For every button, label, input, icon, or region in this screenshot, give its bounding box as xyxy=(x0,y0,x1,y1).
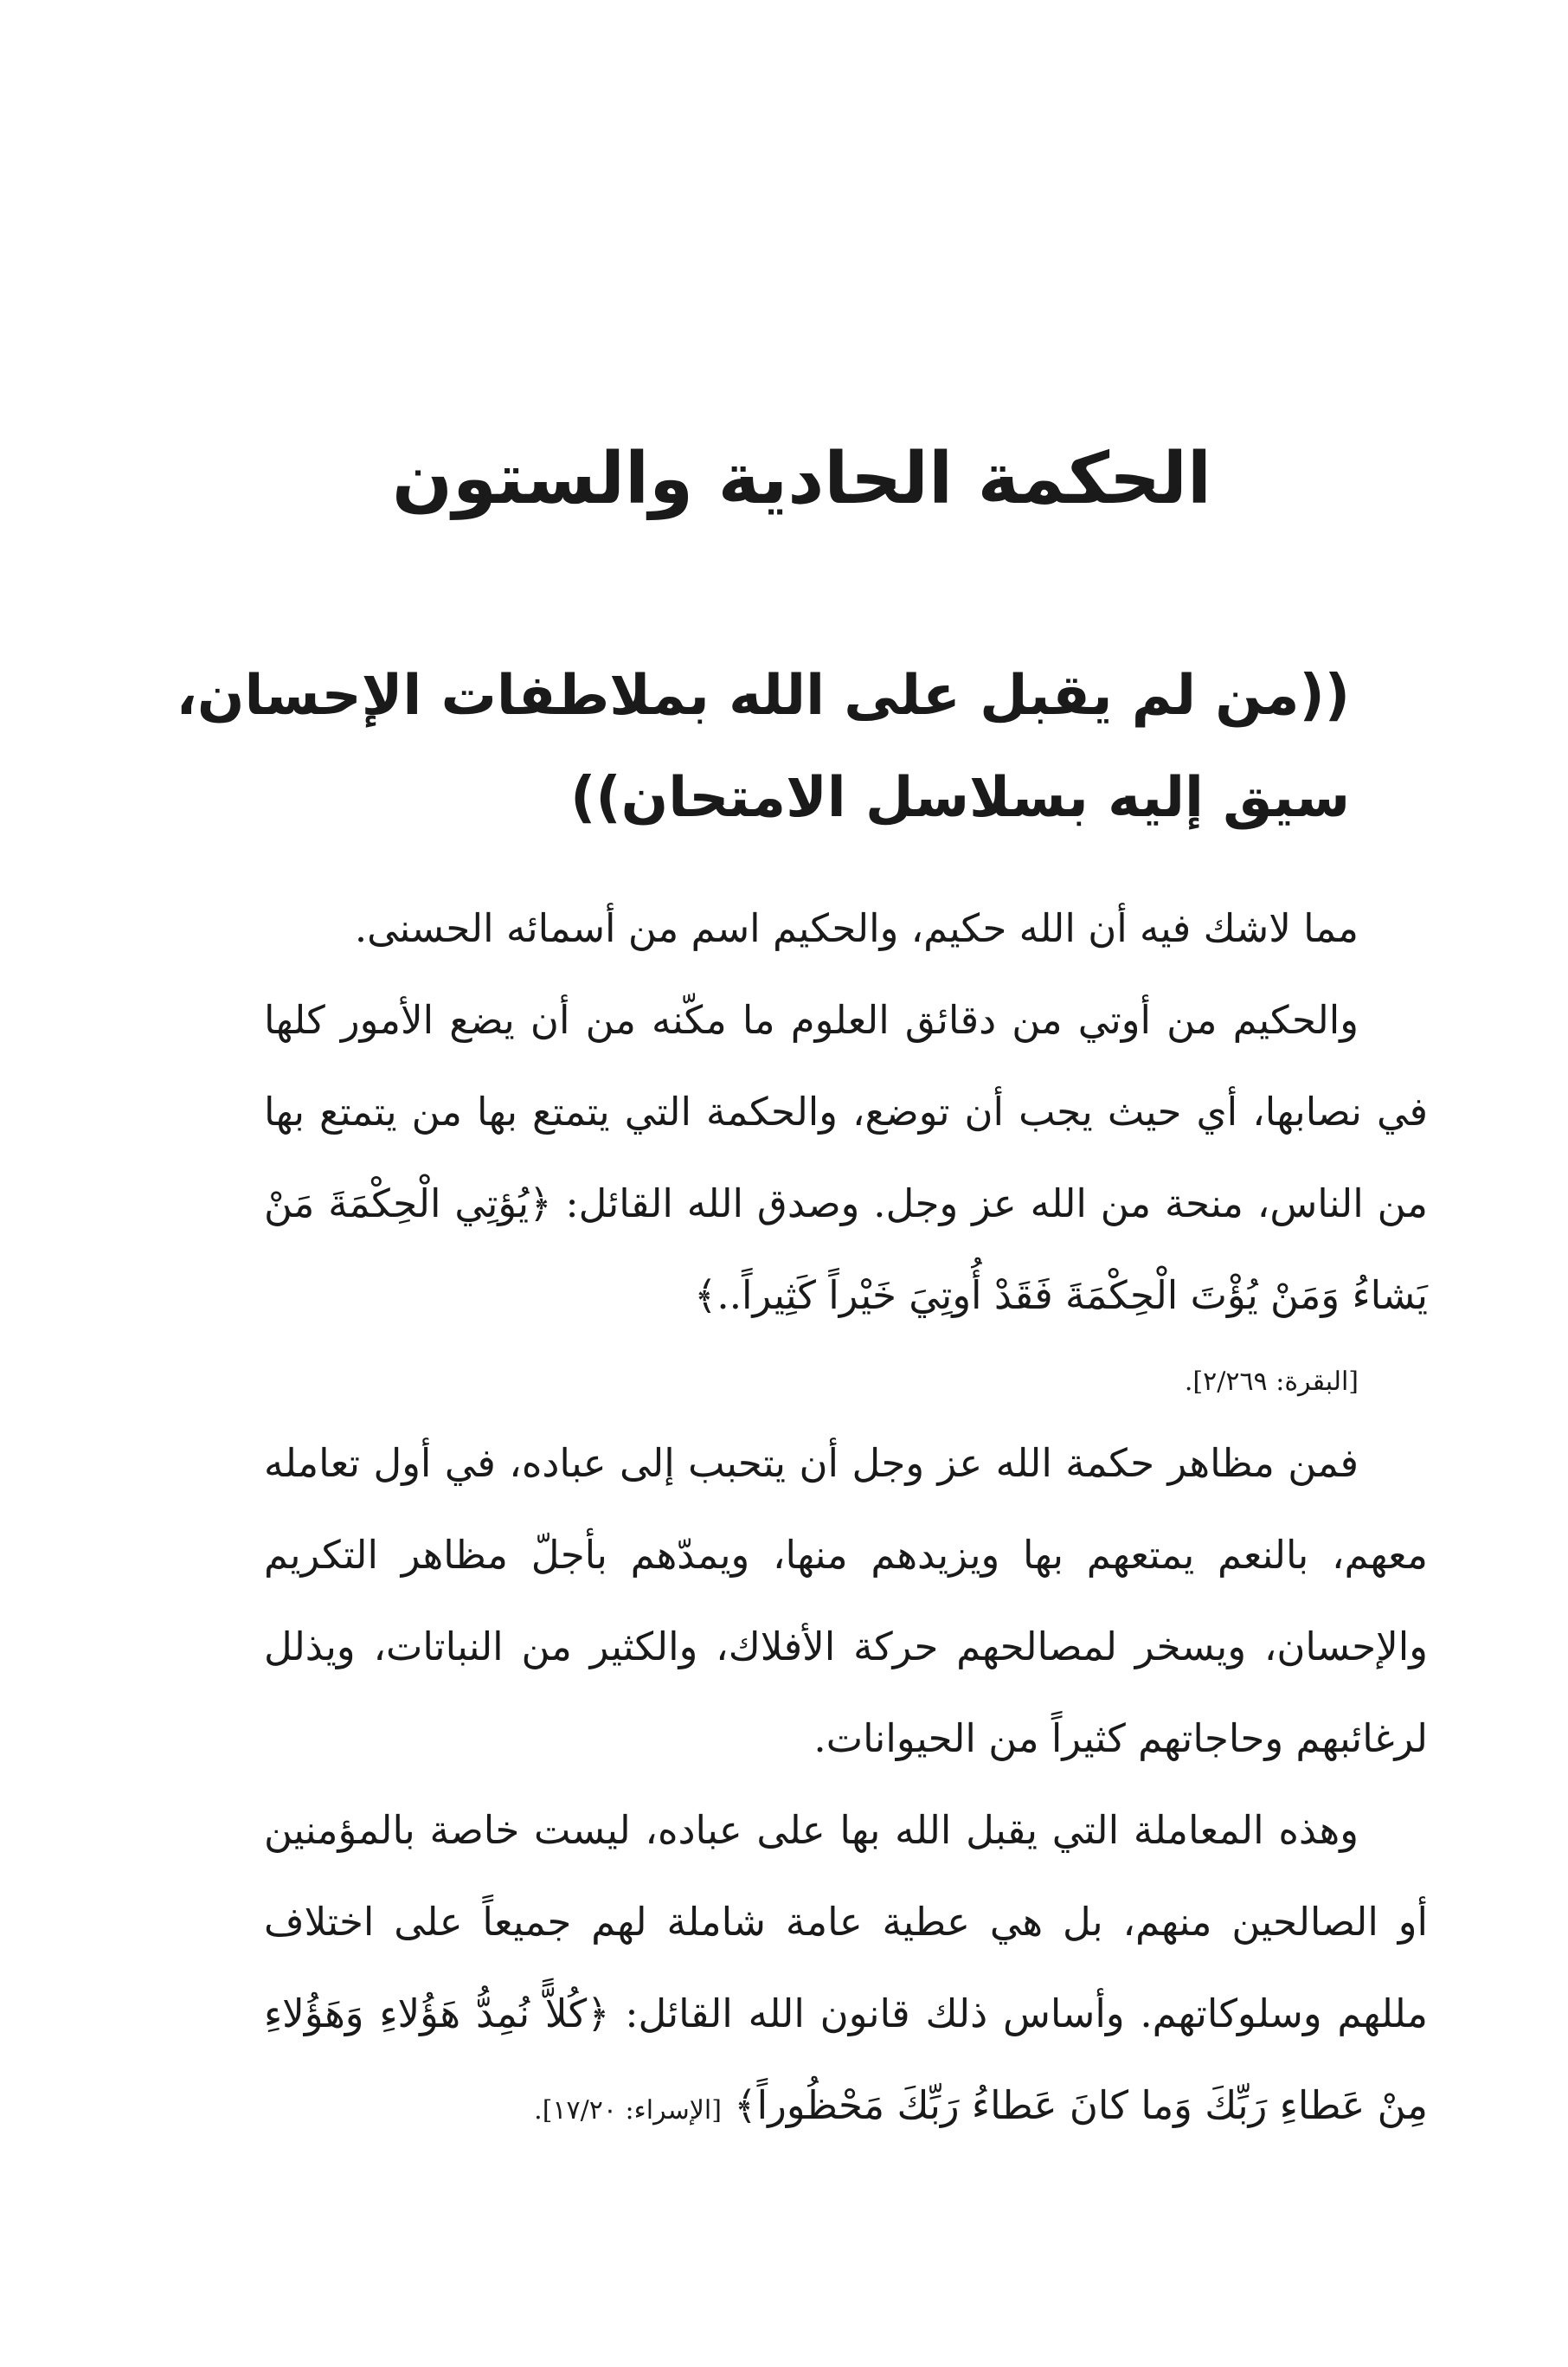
paragraph-2: والحكيم من أوتي من دقائق العلوم ما مكّنه من أن يضع الأمور كلها في نصابها، أي حيث يجب أن توضع، والحكمة التي يتمتع بها من يتمتع بها من الناس، منحة من الله عز وجل. وصدق الله القائل: ﴿يُؤتِي الْحِكْمَةَ مَنْ يَشاءُ وَمَنْ يُؤْتَ الْحِكْمَةَ فَقَدْ أُوتِيَ خَيْراً كَثِيراً..﴾ xyxy=(264,997,1428,1318)
body-text xyxy=(264,883,1428,2157)
quran-citation: [الإسراء: ١٧/٢٠]. xyxy=(534,2095,722,2126)
chapter-title: الحكمة الحادية والستون xyxy=(391,438,1211,520)
paragraph-3: فمن مظاهر حكمة الله عز وجل أن يتحبب إلى عباده، في أول تعامله معهم، بالنعم يمتعهم بها ويزيدهم منها، ويمدّهم بأجلّ مظاهر التكريم والإحسان، ويسخر لمصالحهم حركة الأفلاك، والكثير من النباتات، ويذلل لرغائبهم وحاجاتهم كثيراً من الحيوانات. xyxy=(264,1440,1428,1761)
paragraph-1: مما لاشك فيه أن الله حكيم، والحكيم اسم من أسمائه الحسنى. xyxy=(354,905,1359,951)
wisdom-line-1: ((من لم يقبل على الله بملاطفات الإحسان، xyxy=(176,664,1350,728)
paragraph-4 xyxy=(264,1785,1428,2157)
paragraph-2-citation-line xyxy=(264,1341,1428,1418)
wisdom-quote xyxy=(176,645,1350,849)
paragraph-4-text: وهذه المعاملة التي يقبل الله بها على عباده، ليست خاصة بالمؤمنين أو الصالحين منهم، بل هي عطية عامة شاملة لهم جميعاً على اختلاف مللهم وسلوكاتهم. وأساس ذلك قانون الله القائل: ﴿كُلاًّ نُمِدُّ هَؤُلاءِ وَهَؤُلاءِ مِنْ عَطاءِ رَبِّكَ وَما كانَ عَطاءُ رَبِّكَ مَحْظُوراً﴾ xyxy=(264,1807,1428,2128)
wisdom-line-2: سيق إليه بسلاسل الامتحان)) xyxy=(570,766,1350,830)
quran-citation: [البقرة: ٢/٢٦٩]. xyxy=(1184,1367,1359,1397)
